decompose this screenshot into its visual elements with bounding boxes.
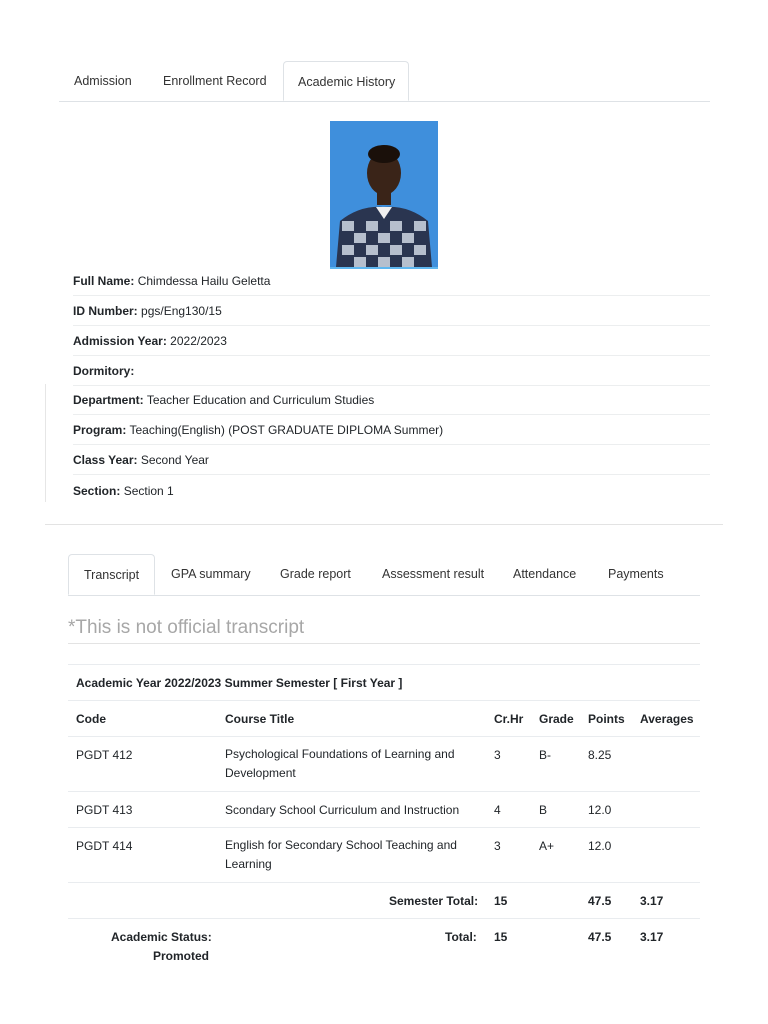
info-class-year: Class Year: Second Year [73, 446, 710, 475]
course-points: 12.0 [588, 803, 612, 817]
info-full-name: Full Name: Chimdessa Hailu Geletta [73, 267, 710, 296]
course-title: Scondary School Curriculum and Instruction [225, 803, 460, 817]
course-code: PGDT 413 [76, 803, 133, 817]
course-code: PGDT 414 [76, 839, 133, 853]
info-program: Program: Teaching(English) (POST GRADUATE DIPLOMA Summer) [73, 416, 710, 445]
transcript-disclaimer: *This is not official transcript [68, 615, 700, 644]
tab-academic-history[interactable]: Academic History [283, 61, 409, 101]
total-points: 47.5 [588, 930, 612, 944]
tab-gpa-summary[interactable]: GPA summary [171, 567, 251, 581]
semester-total-average: 3.17 [640, 894, 664, 908]
info-admission-year: Admission Year: 2022/2023 [73, 327, 710, 356]
course-grade: B [539, 803, 548, 817]
tab-transcript[interactable]: Transcript [68, 554, 155, 595]
info-dormitory: Dormitory: [73, 357, 710, 386]
row-divider [68, 700, 700, 701]
row-divider [68, 918, 700, 919]
col-header-course-title: Course Title [225, 712, 295, 726]
row-divider [68, 827, 700, 828]
course-points: 8.25 [588, 748, 612, 762]
tab-enrollment-record[interactable]: Enrollment Record [163, 74, 267, 88]
tab-admission[interactable]: Admission [74, 74, 132, 88]
tab-payments[interactable]: Payments [608, 567, 664, 581]
academic-status-label: Academic Status: [111, 930, 212, 944]
total-label: Total: [445, 930, 477, 944]
row-divider [68, 882, 700, 883]
student-photo-image [330, 121, 438, 267]
course-grade: A+ [539, 839, 555, 853]
course-points: 12.0 [588, 839, 612, 853]
course-title: English for Secondary School Teaching and Learning [225, 838, 457, 871]
course-crhr: 3 [494, 748, 501, 762]
semester-total-label: Semester Total: [389, 894, 479, 908]
section-divider [45, 524, 723, 525]
total-average: 3.17 [640, 930, 664, 944]
academic-status-value: Promoted [153, 949, 210, 963]
course-grade: B- [539, 748, 551, 762]
semester-total-points: 47.5 [588, 894, 612, 908]
student-photo [330, 121, 438, 269]
info-section: Section: Section 1 [73, 484, 174, 498]
tab-attendance[interactable]: Attendance [513, 567, 577, 581]
course-crhr: 4 [494, 803, 501, 817]
tab-assessment-result[interactable]: Assessment result [382, 567, 485, 581]
col-header-crhr: Cr.Hr [494, 712, 524, 726]
tab-grade-report[interactable]: Grade report [280, 567, 351, 581]
col-header-averages: Averages [640, 712, 694, 726]
info-department: Department: Teacher Education and Curriculum Studies [73, 386, 710, 415]
table-top-border [68, 664, 700, 665]
info-id-number: ID Number: pgs/Eng130/15 [73, 297, 710, 326]
semester-title: Academic Year 2022/2023 Summer Semester [ First Year ] [76, 676, 403, 690]
course-title: Psychological Foundations of Learning and Development [225, 747, 455, 780]
history-tabs [68, 554, 700, 596]
top-tabs [59, 61, 710, 102]
col-header-grade: Grade [539, 712, 574, 726]
total-crhr: 15 [494, 930, 508, 944]
course-crhr: 3 [494, 839, 501, 853]
left-border [45, 384, 46, 502]
row-divider [68, 791, 700, 792]
semester-total-crhr: 15 [494, 894, 508, 908]
col-header-points: Points [588, 712, 625, 726]
col-header-code: Code [76, 712, 106, 726]
course-code: PGDT 412 [76, 748, 133, 762]
row-divider [68, 736, 700, 737]
